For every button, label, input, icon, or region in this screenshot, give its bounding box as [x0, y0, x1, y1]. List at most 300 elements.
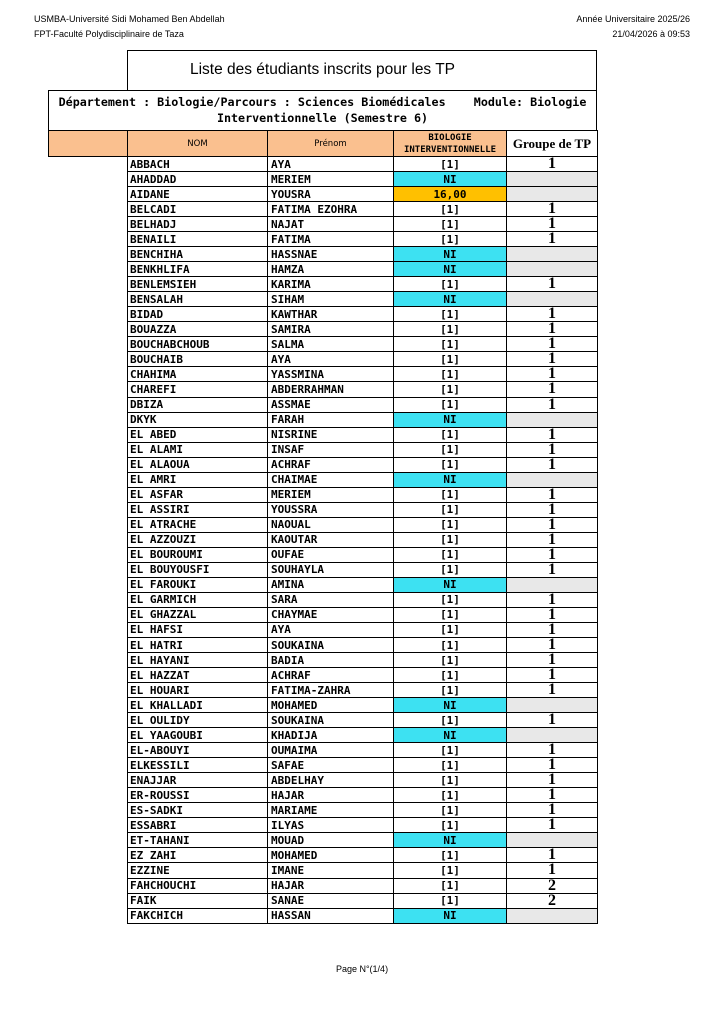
nom-cell: ELKESSILI	[128, 758, 268, 773]
prenom-cell: MARIAME	[268, 803, 394, 818]
tp-group-cell	[507, 698, 598, 713]
prenom-cell: SANAE	[268, 893, 394, 908]
page-title: Liste des étudiants inscrits pour les TP	[189, 61, 456, 78]
module-result-cell: [1]	[394, 487, 507, 502]
nom-cell: EL BOUYOUSFI	[128, 562, 268, 577]
row-spacer-cell	[49, 382, 128, 397]
nom-cell: EL GHAZZAL	[128, 607, 268, 622]
prenom-cell: HASSNAE	[268, 247, 394, 262]
table-row	[49, 367, 598, 382]
nom-cell: EL GARMICH	[128, 592, 268, 607]
nom-cell: EL AZZOUZI	[128, 532, 268, 547]
row-spacer-cell	[49, 457, 128, 472]
module-result-cell: [1]	[394, 157, 507, 172]
module-result-cell: [1]	[394, 397, 507, 412]
prenom-cell: SOUKAINA	[268, 638, 394, 653]
module-result-cell: [1]	[394, 863, 507, 878]
module-result-cell: [1]	[394, 622, 507, 637]
prenom-cell: KAWTHAR	[268, 307, 394, 322]
row-spacer-cell	[49, 277, 128, 292]
row-spacer-cell	[49, 577, 128, 592]
table-row	[49, 743, 598, 758]
nom-cell: EL HATRI	[128, 638, 268, 653]
row-spacer-cell	[49, 187, 128, 202]
prenom-cell: AYA	[268, 352, 394, 367]
prenom-cell: AYA	[268, 157, 394, 172]
nom-cell: CHAREFI	[128, 382, 268, 397]
tp-group-cell: 1	[507, 653, 598, 668]
table-row	[49, 487, 598, 502]
module-result-cell: NI	[394, 262, 507, 277]
tp-group-cell	[507, 728, 598, 743]
tp-group-cell: 1	[507, 217, 598, 232]
row-spacer-cell	[49, 487, 128, 502]
prenom-cell: FATIMA EZOHRA	[268, 202, 394, 217]
table-row	[49, 698, 598, 713]
tp-group-cell: 1	[507, 683, 598, 698]
table-row	[49, 232, 598, 247]
table-row	[49, 502, 598, 517]
prenom-cell: FARAH	[268, 412, 394, 427]
tp-group-cell	[507, 187, 598, 202]
tp-group-cell: 2	[507, 893, 598, 908]
prenom-cell: INSAF	[268, 442, 394, 457]
table-row	[49, 397, 598, 412]
prenom-cell: FATIMA	[268, 232, 394, 247]
module-result-cell: [1]	[394, 893, 507, 908]
tp-group-cell: 1	[507, 607, 598, 622]
print-datetime: 21/04/2026 à 09:53	[612, 29, 690, 39]
prenom-cell: ASSMAE	[268, 397, 394, 412]
module-result-cell: [1]	[394, 683, 507, 698]
prenom-cell: MOHAMED	[268, 848, 394, 863]
table-row	[49, 247, 598, 262]
tp-group-cell: 1	[507, 743, 598, 758]
nom-cell: ER-ROUSSI	[128, 788, 268, 803]
university-name: USMBA-Université Sidi Mohamed Ben Abdellah	[34, 14, 225, 24]
table-row	[49, 457, 598, 472]
institution-header	[34, 12, 225, 42]
table-row	[49, 577, 598, 592]
module-result-cell: [1]	[394, 337, 507, 352]
tp-group-cell: 1	[507, 427, 598, 442]
tp-group-cell: 1	[507, 157, 598, 172]
table-row	[49, 653, 598, 668]
table-row	[49, 202, 598, 217]
table-row	[49, 758, 598, 773]
prenom-cell: ILYAS	[268, 818, 394, 833]
row-spacer-cell	[49, 592, 128, 607]
nom-cell: EL KHALLADI	[128, 698, 268, 713]
nom-cell: ABBACH	[128, 157, 268, 172]
module-result-cell: NI	[394, 698, 507, 713]
table-row	[49, 472, 598, 487]
prenom-cell: KARIMA	[268, 277, 394, 292]
column-header-groupe: Groupe de TP	[507, 131, 598, 157]
tp-group-cell: 1	[507, 367, 598, 382]
prenom-cell: ABDELHAY	[268, 773, 394, 788]
tp-group-cell: 1	[507, 532, 598, 547]
tp-group-cell: 1	[507, 457, 598, 472]
table-row	[49, 878, 598, 893]
prenom-cell: HAJAR	[268, 788, 394, 803]
column-header-module: BIOLOGIE INTERVENTIONNELLE	[394, 131, 507, 157]
module-result-cell: NI	[394, 472, 507, 487]
table-row	[49, 187, 598, 202]
column-header-nom: NOM	[128, 131, 268, 157]
prenom-cell: SALMA	[268, 337, 394, 352]
students-table	[48, 130, 598, 924]
table-row	[49, 517, 598, 532]
tp-group-cell: 1	[507, 773, 598, 788]
table-row	[49, 172, 598, 187]
nom-cell: EL BOUROUMI	[128, 547, 268, 562]
row-spacer-cell	[49, 322, 128, 337]
module-result-cell: [1]	[394, 307, 507, 322]
row-spacer-cell	[49, 833, 128, 848]
row-spacer-cell	[49, 247, 128, 262]
table-row	[49, 893, 598, 908]
module-result-cell: [1]	[394, 803, 507, 818]
tp-group-cell: 1	[507, 277, 598, 292]
row-spacer-cell	[49, 788, 128, 803]
tp-group-cell	[507, 833, 598, 848]
prenom-cell: SOUHAYLA	[268, 562, 394, 577]
module-result-cell: [1]	[394, 547, 507, 562]
tp-group-cell: 1	[507, 202, 598, 217]
tp-group-cell: 1	[507, 442, 598, 457]
nom-cell: ENAJJAR	[128, 773, 268, 788]
module-result-cell: [1]	[394, 382, 507, 397]
table-row	[49, 277, 598, 292]
table-row	[49, 592, 598, 607]
module-result-cell: NI	[394, 292, 507, 307]
row-spacer-cell	[49, 397, 128, 412]
table-row	[49, 863, 598, 878]
module-result-cell: [1]	[394, 773, 507, 788]
row-spacer-cell	[49, 562, 128, 577]
row-spacer-cell	[49, 352, 128, 367]
module-result-cell: NI	[394, 577, 507, 592]
column-header-prenom: Prénom	[268, 131, 394, 157]
tp-group-cell: 1	[507, 232, 598, 247]
nom-cell: CHAHIMA	[128, 367, 268, 382]
table-row	[49, 307, 598, 322]
tp-group-cell	[507, 908, 598, 923]
prenom-cell: ACHRAF	[268, 668, 394, 683]
module-result-cell: [1]	[394, 758, 507, 773]
nom-cell: BENSALAH	[128, 292, 268, 307]
module-result-cell: [1]	[394, 668, 507, 683]
table-row	[49, 532, 598, 547]
table-row	[49, 412, 598, 427]
tp-group-cell: 1	[507, 788, 598, 803]
module-result-cell: [1]	[394, 322, 507, 337]
tp-group-cell: 1	[507, 863, 598, 878]
module-result-cell: [1]	[394, 457, 507, 472]
nom-cell: BOUCHAIB	[128, 352, 268, 367]
tp-group-cell: 1	[507, 547, 598, 562]
table-row	[49, 217, 598, 232]
table-header-row	[49, 131, 598, 157]
module-result-cell: [1]	[394, 352, 507, 367]
row-spacer-cell	[49, 758, 128, 773]
row-spacer-cell	[49, 683, 128, 698]
table-row	[49, 908, 598, 923]
row-spacer-cell	[49, 202, 128, 217]
prenom-cell: SARA	[268, 592, 394, 607]
row-spacer-cell	[49, 638, 128, 653]
prenom-cell: SOUKAINA	[268, 713, 394, 728]
prenom-cell: CHAIMAE	[268, 472, 394, 487]
tp-group-cell: 1	[507, 382, 598, 397]
prenom-cell: YASSMINA	[268, 367, 394, 382]
tp-group-cell: 1	[507, 818, 598, 833]
nom-cell: EL HAZZAT	[128, 668, 268, 683]
tp-group-cell: 2	[507, 878, 598, 893]
nom-cell: EL YAAGOUBI	[128, 728, 268, 743]
row-spacer-cell	[49, 337, 128, 352]
table-row	[49, 833, 598, 848]
prenom-cell: AYA	[268, 622, 394, 637]
table-row	[49, 728, 598, 743]
nom-cell: EL ASSIRI	[128, 502, 268, 517]
nom-cell: FAKCHICH	[128, 908, 268, 923]
row-spacer-cell	[49, 502, 128, 517]
tp-group-cell: 1	[507, 848, 598, 863]
nom-cell: EL ATRACHE	[128, 517, 268, 532]
tp-group-cell: 1	[507, 322, 598, 337]
tp-group-cell	[507, 412, 598, 427]
prenom-cell: HAMZA	[268, 262, 394, 277]
module-result-cell: [1]	[394, 713, 507, 728]
prenom-cell: ACHRAF	[268, 457, 394, 472]
nom-cell: DKYK	[128, 412, 268, 427]
nom-cell: EL ALAOUA	[128, 457, 268, 472]
prenom-cell: CHAYMAE	[268, 607, 394, 622]
tp-group-cell: 1	[507, 638, 598, 653]
faculty-name: FPT-Faculté Polydisciplinaire de Taza	[34, 29, 184, 39]
nom-cell: EL ALAMI	[128, 442, 268, 457]
nom-cell: EL HOUARI	[128, 683, 268, 698]
prenom-cell: OUFAE	[268, 547, 394, 562]
nom-cell: AHADDAD	[128, 172, 268, 187]
row-spacer-cell	[49, 848, 128, 863]
prenom-cell: SAFAE	[268, 758, 394, 773]
nom-cell: ES-SADKI	[128, 803, 268, 818]
prenom-cell: MERIEM	[268, 487, 394, 502]
table-row	[49, 638, 598, 653]
print-info	[576, 12, 690, 42]
table-row	[49, 352, 598, 367]
module-result-cell: [1]	[394, 653, 507, 668]
nom-cell: FAIK	[128, 893, 268, 908]
module-result-cell: NI	[394, 833, 507, 848]
module-result-cell: NI	[394, 172, 507, 187]
row-spacer-cell	[49, 713, 128, 728]
tp-group-cell	[507, 472, 598, 487]
nom-cell: EZ ZAHI	[128, 848, 268, 863]
nom-cell: EL HAYANI	[128, 653, 268, 668]
prenom-cell: MOHAMED	[268, 698, 394, 713]
module-result-cell: [1]	[394, 232, 507, 247]
module-result-cell: [1]	[394, 277, 507, 292]
row-spacer-cell	[49, 803, 128, 818]
nom-cell: EL HAFSI	[128, 622, 268, 637]
prenom-cell: ABDERRAHMAN	[268, 382, 394, 397]
row-spacer-cell	[49, 547, 128, 562]
module-result-cell: [1]	[394, 442, 507, 457]
row-spacer-cell	[49, 668, 128, 683]
module-result-cell: 16,00	[394, 187, 507, 202]
prenom-cell: KHADIJA	[268, 728, 394, 743]
module-result-cell: [1]	[394, 532, 507, 547]
tp-group-cell: 1	[507, 713, 598, 728]
tp-group-cell: 1	[507, 502, 598, 517]
row-spacer-cell	[49, 307, 128, 322]
prenom-cell: NAJAT	[268, 217, 394, 232]
row-spacer-cell	[49, 472, 128, 487]
row-spacer-cell	[49, 698, 128, 713]
tp-group-cell: 1	[507, 517, 598, 532]
nom-cell: FAHCHOUCHI	[128, 878, 268, 893]
nom-cell: BENKHLIFA	[128, 262, 268, 277]
tp-group-cell	[507, 577, 598, 592]
module-result-cell: [1]	[394, 878, 507, 893]
row-spacer-cell	[49, 262, 128, 277]
table-row	[49, 668, 598, 683]
module-result-cell: [1]	[394, 607, 507, 622]
nom-cell: EL ABED	[128, 427, 268, 442]
nom-cell: DBIZA	[128, 397, 268, 412]
nom-cell: EL FAROUKI	[128, 577, 268, 592]
row-spacer-cell	[49, 743, 128, 758]
student-rows	[49, 157, 598, 924]
row-spacer-cell	[49, 818, 128, 833]
department-module-caption: Département : Biologie/Parcours : Sciences Biomédicales Module: Biologie Interventionnelle (Semestre 6)	[48, 90, 597, 130]
module-result-cell: NI	[394, 908, 507, 923]
row-spacer-cell	[49, 653, 128, 668]
tp-group-cell	[507, 247, 598, 262]
table-row	[49, 788, 598, 803]
page-number: Page N°(1/4)	[335, 964, 389, 974]
prenom-cell: BADIA	[268, 653, 394, 668]
table-row	[49, 157, 598, 172]
module-result-cell: [1]	[394, 818, 507, 833]
row-spacer-cell	[49, 292, 128, 307]
nom-cell: EL OULIDY	[128, 713, 268, 728]
nom-cell: EL ASFAR	[128, 487, 268, 502]
row-spacer-cell	[49, 172, 128, 187]
row-spacer-cell	[49, 773, 128, 788]
table-row	[49, 607, 598, 622]
row-spacer-cell	[49, 442, 128, 457]
prenom-cell: NISRINE	[268, 427, 394, 442]
row-spacer-cell	[49, 367, 128, 382]
module-result-cell: [1]	[394, 788, 507, 803]
table-row	[49, 337, 598, 352]
tp-group-cell: 1	[507, 307, 598, 322]
prenom-cell: OUMAIMA	[268, 743, 394, 758]
table-row	[49, 547, 598, 562]
table-row	[49, 818, 598, 833]
table-row	[49, 803, 598, 818]
row-spacer-cell	[49, 863, 128, 878]
table-row	[49, 622, 598, 637]
table-row	[49, 292, 598, 307]
nom-cell: BENLEMSIEH	[128, 277, 268, 292]
prenom-cell: NAOUAL	[268, 517, 394, 532]
tp-group-cell: 1	[507, 352, 598, 367]
table-row	[49, 562, 598, 577]
table-row	[49, 848, 598, 863]
row-spacer-cell	[49, 908, 128, 923]
tp-group-cell	[507, 262, 598, 277]
module-result-cell: NI	[394, 247, 507, 262]
module-result-cell: [1]	[394, 427, 507, 442]
prenom-cell: SIHAM	[268, 292, 394, 307]
nom-cell: EL AMRI	[128, 472, 268, 487]
academic-year: Année Universitaire 2025/26	[576, 14, 690, 24]
row-spacer-cell	[49, 728, 128, 743]
nom-cell: EZZINE	[128, 863, 268, 878]
tp-group-cell: 1	[507, 803, 598, 818]
prenom-cell: KAOUTAR	[268, 532, 394, 547]
row-spacer-cell	[49, 607, 128, 622]
header-spacer-cell	[49, 131, 128, 157]
table-row	[49, 773, 598, 788]
row-spacer-cell	[49, 532, 128, 547]
row-spacer-cell	[49, 878, 128, 893]
row-spacer-cell	[49, 427, 128, 442]
table-row	[49, 683, 598, 698]
module-result-cell: [1]	[394, 743, 507, 758]
prenom-cell: HASSAN	[268, 908, 394, 923]
module-result-cell: [1]	[394, 502, 507, 517]
nom-cell: BOUAZZA	[128, 322, 268, 337]
module-result-cell: [1]	[394, 517, 507, 532]
module-result-cell: NI	[394, 728, 507, 743]
row-spacer-cell	[49, 517, 128, 532]
module-result-cell: [1]	[394, 592, 507, 607]
row-spacer-cell	[49, 412, 128, 427]
table-row	[49, 427, 598, 442]
module-result-cell: [1]	[394, 562, 507, 577]
nom-cell: BENCHIHA	[128, 247, 268, 262]
tp-group-cell: 1	[507, 562, 598, 577]
prenom-cell: HAJAR	[268, 878, 394, 893]
module-result-cell: [1]	[394, 202, 507, 217]
tp-group-cell: 1	[507, 758, 598, 773]
module-result-cell: [1]	[394, 217, 507, 232]
table-row	[49, 322, 598, 337]
module-result-cell: [1]	[394, 638, 507, 653]
tp-group-cell: 1	[507, 622, 598, 637]
tp-group-cell	[507, 172, 598, 187]
prenom-cell: AMINA	[268, 577, 394, 592]
row-spacer-cell	[49, 893, 128, 908]
prenom-cell: SAMIRA	[268, 322, 394, 337]
nom-cell: BENAILI	[128, 232, 268, 247]
table-row	[49, 713, 598, 728]
module-result-cell: [1]	[394, 848, 507, 863]
prenom-cell: MOUAD	[268, 833, 394, 848]
module-result-cell: [1]	[394, 367, 507, 382]
row-spacer-cell	[49, 622, 128, 637]
tp-group-cell: 1	[507, 668, 598, 683]
table-row	[49, 262, 598, 277]
nom-cell: ESSABRI	[128, 818, 268, 833]
